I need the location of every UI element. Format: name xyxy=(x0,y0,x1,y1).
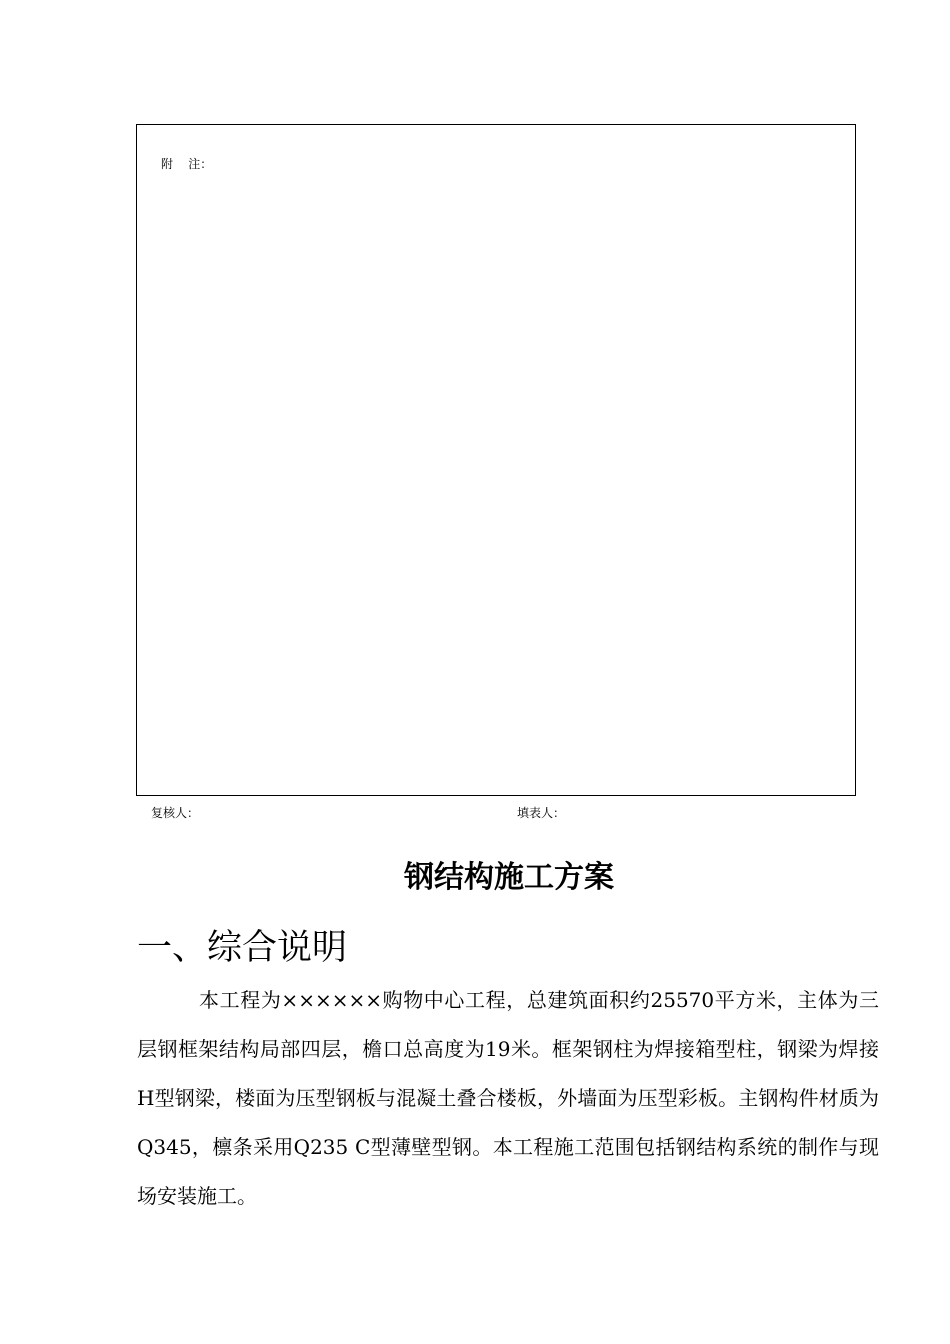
remarks-box xyxy=(136,124,856,796)
document-title: 钢结构施工方案 xyxy=(404,860,614,895)
section-heading: 一、综合说明 xyxy=(137,928,348,968)
reviewer-label: 复核人： xyxy=(151,806,200,820)
filler-label: 填表人： xyxy=(517,806,566,820)
body-paragraph: 本工程为××××××购物中心工程，总建筑面积约25570平方米，主体为三层钢框架结构局部四层，檐口总高度为19米。框架钢柱为焊接箱型柱，钢梁为焊接H型钢梁，楼面为压型钢板与混凝土叠合楼板，外墙面为压型彩板。主钢构件材质为Q345，檩条采用Q235 C型薄壁型钢。本工程施工范围包括钢结构系统的制作与现场安装施工。 xyxy=(137,988,879,1208)
remarks-label: 附 注： xyxy=(161,157,213,171)
